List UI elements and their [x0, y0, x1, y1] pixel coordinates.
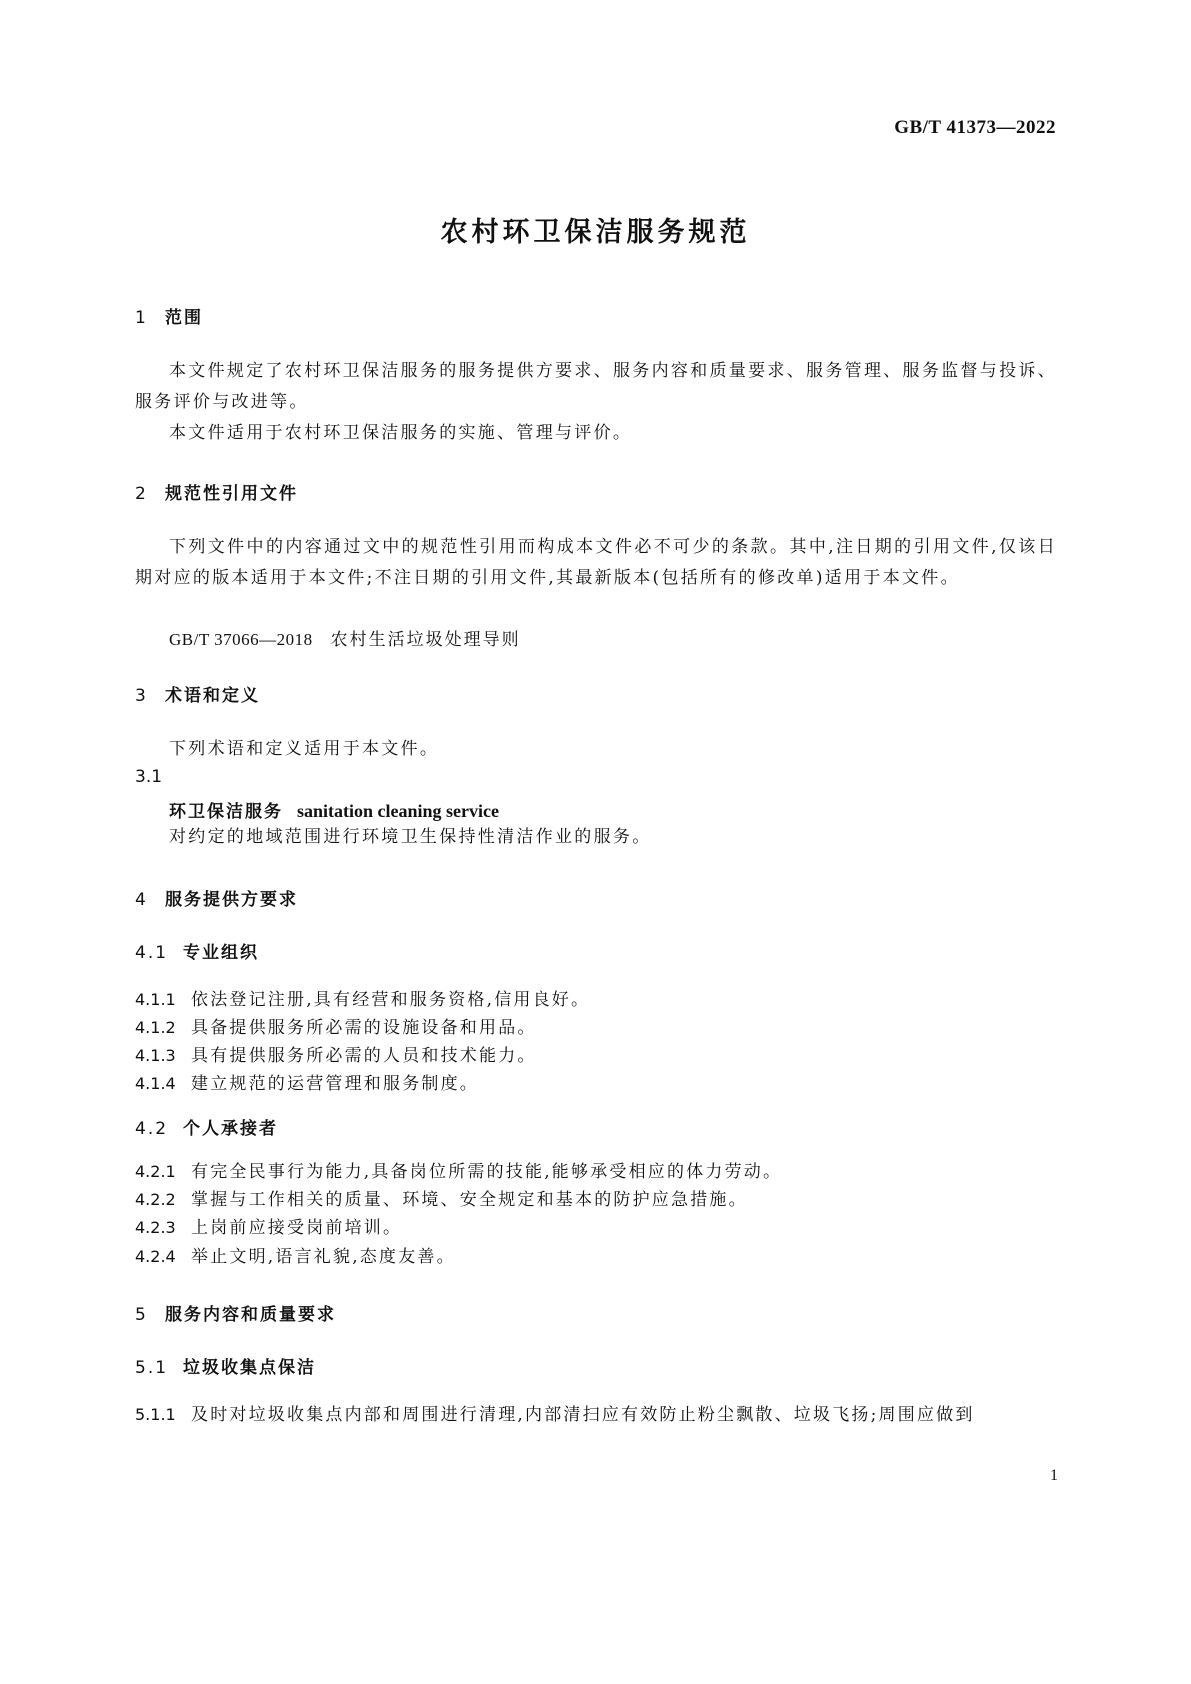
- clause-number: 4.2.2: [135, 1190, 176, 1209]
- section-title: 范围: [165, 308, 203, 328]
- clause-text: 掌握与工作相关的质量、环境、安全规定和基本的防护应急措施。: [191, 1190, 748, 1210]
- clause-number: 4.2.4: [135, 1247, 176, 1266]
- section-1-heading: [135, 303, 1057, 328]
- section-2-paragraph-1: 下列文件中的内容通过文中的规范性引用而构成本文件必不可少的条款。其中,注日期的引用文件,仅该日期对应的版本适用于本文件;不注日期的引用文件,其最新版本(包括所有的修改单)适用于本文件。: [135, 537, 1057, 588]
- subsection-number: 4.1: [135, 943, 169, 963]
- term-chinese: 环卫保洁服务: [169, 802, 283, 822]
- clause-number: 4.2.3: [135, 1218, 176, 1237]
- clause-item: [135, 1041, 1057, 1066]
- reference-title: 农村生活垃圾处理导则: [330, 630, 521, 650]
- clause-number: 4.1.1: [135, 990, 176, 1009]
- section-number: 1: [135, 308, 148, 328]
- clause-number: 4.1.2: [135, 1018, 176, 1037]
- term-entry: [135, 797, 1091, 822]
- subsection-number: 4.2: [135, 1119, 169, 1139]
- clause-text: 上岗前应接受岗前培训。: [191, 1218, 403, 1238]
- reference-code: GB/T 37066—2018: [169, 630, 313, 649]
- section-3-heading: [135, 681, 1057, 706]
- document-title: 农村环卫保洁服务规范: [440, 217, 751, 248]
- subsection-title: 垃圾收集点保洁: [183, 1358, 316, 1378]
- subsection-4-2-heading: [135, 1114, 1057, 1139]
- subsection-title: 专业组织: [183, 943, 259, 963]
- clause-number: 4.1.4: [135, 1074, 176, 1093]
- subsection-number: 5.1: [135, 1358, 169, 1378]
- clause-text: 建立规范的运营管理和服务制度。: [191, 1074, 479, 1094]
- clause-text: 有完全民事行为能力,具备岗位所需的技能,能够承受相应的体力劳动。: [191, 1162, 783, 1182]
- subsection-5-1-heading: [135, 1353, 1057, 1378]
- section-title: 服务内容和质量要求: [165, 1305, 336, 1325]
- section-number: 2: [135, 484, 148, 504]
- section-number: 4: [135, 890, 148, 910]
- clause-text: 依法登记注册,具有经营和服务资格,信用良好。: [191, 990, 591, 1010]
- page-number: 1: [1050, 1467, 1058, 1484]
- clause-item: [135, 985, 1057, 1010]
- section-title: 规范性引用文件: [165, 484, 298, 504]
- clause-item: [135, 1069, 1057, 1094]
- section-number: 3: [135, 686, 148, 706]
- normative-reference: [135, 625, 1091, 650]
- clause-text: 举止文明,语言礼貌,态度友善。: [191, 1247, 456, 1267]
- section-4-heading: [135, 885, 1057, 910]
- clause-number: 5.1.1: [135, 1405, 176, 1424]
- section-title: 服务提供方要求: [165, 890, 298, 910]
- section-title: 术语和定义: [165, 686, 260, 706]
- standard-code: GB/T 41373—2022: [894, 117, 1056, 138]
- section-2-heading: [135, 479, 1057, 504]
- clause-item: [135, 1013, 1057, 1038]
- clause-text: 具备提供服务所必需的设施设备和用品。: [191, 1018, 537, 1038]
- term-definition: 对约定的地域范围进行环境卫生保持性清洁作业的服务。: [169, 827, 652, 847]
- subsection-title: 个人承接者: [183, 1119, 278, 1139]
- section-5-heading: [135, 1300, 1057, 1325]
- clause-text: 及时对垃圾收集点内部和周围进行清理,内部清扫应有效防止粉尘飘散、垃圾飞扬;周围应做到: [191, 1405, 975, 1425]
- clause-number: 4.2.1: [135, 1162, 176, 1181]
- clause-item: [135, 1213, 1057, 1238]
- clause-number: 4.1.3: [135, 1046, 176, 1065]
- term-english: sanitation cleaning service: [297, 801, 499, 821]
- section-3-paragraph-1: 下列术语和定义适用于本文件。: [169, 739, 440, 759]
- clause-item: [135, 1185, 1057, 1210]
- clause-item: [135, 1242, 1057, 1267]
- section-1-paragraph-2: 本文件适用于农村环卫保洁服务的实施、管理与评价。: [169, 423, 633, 443]
- term-number: 3.1: [135, 767, 163, 787]
- subsection-4-1-heading: [135, 938, 1057, 963]
- clause-item: [135, 1400, 1057, 1425]
- section-number: 5: [135, 1305, 148, 1325]
- clause-item: [135, 1157, 1057, 1182]
- section-1-paragraph-1: 本文件规定了农村环卫保洁服务的服务提供方要求、服务内容和质量要求、服务管理、服务监督与投诉、服务评价与改进等。: [135, 361, 1057, 412]
- clause-text: 具有提供服务所必需的人员和技术能力。: [191, 1046, 537, 1066]
